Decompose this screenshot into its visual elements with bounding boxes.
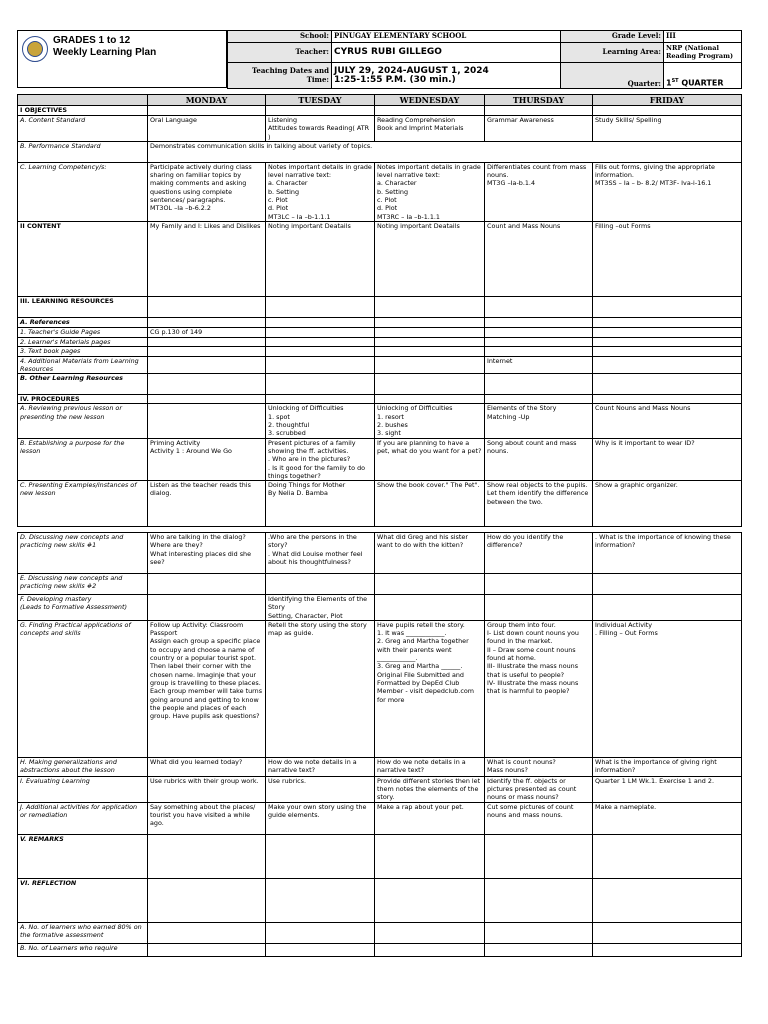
table-row [18, 337, 742, 346]
row-label: F. Developing mastery (Leads to Formative Assessment) [18, 595, 148, 621]
table-cell-friday [593, 878, 742, 922]
table-cell-wednesday [375, 337, 485, 346]
table-cell-monday [148, 943, 266, 956]
row-label: 4. Additional Materials from Learning Resources [18, 356, 148, 374]
table-cell-wednesday [375, 317, 485, 327]
table-cell-friday [593, 943, 742, 956]
table-cell-wednesday [375, 595, 485, 621]
table-cell-thursday: Identify the ff. objects or pictures presented as count nouns or mass nouns? [485, 776, 593, 802]
table-cell-monday: What did you learned today? [148, 757, 266, 776]
table-cell-wednesday [375, 834, 485, 878]
day-header-thursday: THURSDAY [485, 95, 593, 106]
weekly-plan-table-part2 [17, 532, 742, 957]
table-cell-wednesday: What did Greg and his sister want to do with the kitten? [375, 533, 485, 574]
dates-value-line1: JULY 29, 2024-AUGUST 1, 2024 [334, 66, 489, 76]
quarter-label: Quarter: [561, 63, 664, 89]
teacher-label: Teacher: [228, 43, 332, 63]
row-label: I. Evaluating Learning [18, 776, 148, 802]
table-cell-tuesday [266, 106, 375, 116]
row-span-cell: Demonstrates communication skills in talking about variety of topics. [148, 141, 742, 162]
table-cell-tuesday: How do we note details in a narrative text? [266, 757, 375, 776]
table-row [18, 574, 742, 595]
table-row [18, 438, 742, 480]
table-cell-tuesday: Noting important Deatails [266, 221, 375, 296]
row-label: B. Other Learning Resources [18, 374, 148, 395]
table-cell-tuesday [266, 317, 375, 327]
table-row [18, 347, 742, 356]
table-cell-friday: Why is it important to wear ID? [593, 438, 742, 480]
day-header-tuesday: TUESDAY [266, 95, 375, 106]
table-cell-wednesday: Noting important Deatails [375, 221, 485, 296]
row-label: B. Establishing a purpose for the lesson [18, 438, 148, 480]
table-cell-friday: What is the importance of giving right information? [593, 757, 742, 776]
table-row [18, 776, 742, 802]
table-cell-monday: Who are talking in the dialog? Where are they? What interesting places did she see? [148, 533, 266, 574]
table-cell-wednesday [375, 922, 485, 943]
table-cell-thursday [485, 347, 593, 356]
table-cell-tuesday: .Who are the persons in the story? . What did Louise mother feel about his thoughtfulness? [266, 533, 375, 574]
table-row [18, 595, 742, 621]
table-cell-tuesday [266, 395, 375, 404]
table-cell-wednesday: How do we note details in a narrative text? [375, 757, 485, 776]
row-label: A. References [18, 317, 148, 327]
table-cell-wednesday [375, 106, 485, 116]
table-cell-monday [148, 317, 266, 327]
table-cell-monday [148, 395, 266, 404]
table-cell-friday [593, 296, 742, 317]
row-label: B. No. of Learners who require [18, 943, 148, 956]
table-cell-friday: Quarter 1 LM Wk.1. Exercise 1 and 2. [593, 776, 742, 802]
quarter-suffix: ST [671, 77, 679, 84]
table-cell-wednesday: Make a rap about your pet. [375, 802, 485, 834]
table-cell-thursday [485, 296, 593, 317]
table-row [18, 943, 742, 956]
day-header-row [18, 95, 742, 106]
row-label: VI. REFLECTION [18, 878, 148, 922]
deped-seal-icon [22, 36, 48, 62]
table-cell-friday: Show a graphic organizer. [593, 481, 742, 527]
table-cell-tuesday: Doing Things for Mother By Nelia D. Bamba [266, 481, 375, 527]
table-cell-thursday: Internet [485, 356, 593, 374]
title-grades: GRADES 1 to 12 [53, 35, 131, 46]
table-row [18, 317, 742, 327]
table-row [18, 481, 742, 527]
table-cell-thursday [485, 337, 593, 346]
table-row [18, 116, 742, 142]
row-label: A. No. of learners who earned 80% on the formative assessment [18, 922, 148, 943]
row-label: C. Presenting Examples/instances of new lesson [18, 481, 148, 527]
row-label: D. Discussing new concepts and practicing new skills #1 [18, 533, 148, 574]
table-cell-thursday: Differentiates count from mass nouns. MT3G –Ia-b.1.4 [485, 162, 593, 221]
header-title-box [17, 30, 227, 88]
table-cell-friday: Make a nameplate. [593, 802, 742, 834]
table-cell-thursday [485, 327, 593, 337]
table-row [18, 878, 742, 922]
table-cell-friday: Fills out forms, giving the appropriate information. MT3SS – Ia – b- 8.2/ MT3F- Iva-i-16.1 [593, 162, 742, 221]
table-cell-tuesday [266, 374, 375, 395]
table-cell-thursday: Cut some pictures of count nouns and mass nouns. [485, 802, 593, 834]
dates-value [332, 63, 561, 89]
school-value: PINUGAY ELEMENTARY SCHOOL [332, 31, 561, 43]
table-cell-friday [593, 922, 742, 943]
table-cell-wednesday: Reading Comprehension Book and Imprint Materials [375, 116, 485, 142]
table-cell-monday [148, 595, 266, 621]
table-row [18, 922, 742, 943]
table-cell-tuesday: Present pictures of a family showing the ff. activities. . Who are in the pictures? . Is it good for the family to do things together? [266, 438, 375, 480]
table-cell-friday: Filling –out Forms [593, 221, 742, 296]
table-cell-tuesday [266, 347, 375, 356]
table-cell-tuesday: Listening Attitudes towards Reading( ATR ) [266, 116, 375, 142]
table-cell-thursday [485, 317, 593, 327]
table-cell-monday: Say something about the places/ tourist you have visited a while ago. [148, 802, 266, 834]
day-header-wednesday: WEDNESDAY [375, 95, 485, 106]
table-cell-friday: . What is the importance of knowing these information? [593, 533, 742, 574]
table-row [18, 162, 742, 221]
school-label: School: [228, 31, 332, 43]
table-cell-thursday [485, 943, 593, 956]
table-cell-wednesday: Provide different stories then let them notes the elements of the story. [375, 776, 485, 802]
table-row [18, 834, 742, 878]
title-weekly-learning-plan: Weekly Learning Plan [53, 47, 157, 58]
table-cell-tuesday [266, 922, 375, 943]
dates-value-line2: 1:25-1:55 P.M. (30 min.) [334, 74, 456, 85]
table-row [18, 106, 742, 116]
table-cell-friday [593, 574, 742, 595]
row-label: 2. Learner's Materials pages [18, 337, 148, 346]
table-cell-monday: Priming Activity Activity 1 : Around We Go [148, 438, 266, 480]
row-label: A. Content Standard [18, 116, 148, 142]
table-cell-monday [148, 337, 266, 346]
day-header-friday: FRIDAY [593, 95, 742, 106]
table-cell-tuesday [266, 574, 375, 595]
table-cell-wednesday [375, 574, 485, 595]
day-header-blank [18, 95, 148, 106]
row-label: C. Learning Competency/s: [18, 162, 148, 221]
table-cell-wednesday [375, 374, 485, 395]
table-row [18, 221, 742, 296]
table-cell-tuesday [266, 356, 375, 374]
table-cell-monday [148, 878, 266, 922]
table-row [18, 533, 742, 574]
table-row [18, 395, 742, 404]
dates-label-line2: Time: [306, 74, 329, 84]
table-cell-friday [593, 337, 742, 346]
row-label: G. Finding Practical applications of concepts and skills [18, 620, 148, 757]
table-cell-wednesday: Have pupils retell the story. 1. It was ____________. 2. Greg and Martha together with their parents went ____________. 3. Greg and Martha ______. Original File Submitted and Formatted by DepEd Club Member - visit depedclub.com for more [375, 620, 485, 757]
table-row [18, 356, 742, 374]
table-cell-friday [593, 356, 742, 374]
table-cell-friday [593, 347, 742, 356]
table-cell-wednesday: Notes important details in grade level narrative text: a. Character b. Setting c. Plot d. Plot MT3RC – Ia –b-1.1.1 [375, 162, 485, 221]
table-row [18, 327, 742, 337]
table-cell-friday: Count Nouns and Mass Nouns [593, 404, 742, 438]
teacher-value: CYRUS RUBI GILLEGO [332, 43, 561, 63]
table-row [18, 404, 742, 438]
quarter-number: 1 [666, 78, 672, 88]
table-cell-thursday [485, 878, 593, 922]
table-cell-wednesday: If you are planning to have a pet, what do you want for a pet? [375, 438, 485, 480]
day-header-monday: MONDAY [148, 95, 266, 106]
row-label: I OBJECTIVES [18, 106, 148, 116]
table-cell-wednesday [375, 347, 485, 356]
table-cell-monday [148, 106, 266, 116]
dates-label-line1: Teaching Dates and [251, 66, 329, 75]
table-row [18, 802, 742, 834]
table-cell-monday: Participate actively during class sharing on familiar topics by making comments and asking questions using complete sentences/ paragraphs. MT3OL –Ia –b-6.2.2 [148, 162, 266, 221]
table-cell-friday [593, 595, 742, 621]
table-row [18, 374, 742, 395]
table-cell-thursday: Grammar Awareness [485, 116, 593, 142]
table-cell-thursday: How do you identify the difference? [485, 533, 593, 574]
table-cell-monday: Use rubrics with their group work. [148, 776, 266, 802]
table-cell-thursday [485, 106, 593, 116]
table-cell-wednesday [375, 296, 485, 317]
row-label: A. Reviewing previous lesson or presenting the new lesson [18, 404, 148, 438]
row-label: II CONTENT [18, 221, 148, 296]
table-cell-monday [148, 834, 266, 878]
table-cell-tuesday: Use rubrics. [266, 776, 375, 802]
row-label: E. Discussing new concepts and practicing new skills #2 [18, 574, 148, 595]
table-cell-thursday: Show real objects to the pupils. Let them identify the difference between the two. [485, 481, 593, 527]
table-cell-monday [148, 356, 266, 374]
table-cell-tuesday [266, 296, 375, 317]
table-cell-tuesday: Identifying the Elements of the Story Setting, Character, Plot [266, 595, 375, 621]
table-cell-thursday [485, 595, 593, 621]
table-cell-tuesday [266, 943, 375, 956]
table-cell-monday [148, 574, 266, 595]
table-cell-monday [148, 296, 266, 317]
row-label: H. Making generalizations and abstractions about the lesson [18, 757, 148, 776]
table-cell-tuesday: Make your own story using the guide elements. [266, 802, 375, 834]
table-cell-thursday [485, 395, 593, 404]
row-label: III. LEARNING RESOURCES [18, 296, 148, 317]
table-cell-tuesday [266, 337, 375, 346]
table-cell-wednesday [375, 356, 485, 374]
table-cell-wednesday [375, 943, 485, 956]
table-cell-wednesday [375, 327, 485, 337]
table-cell-tuesday [266, 878, 375, 922]
learning-area-value: NRP (National Reading Program) [664, 43, 742, 63]
row-label: 3. Text book pages [18, 347, 148, 356]
table-cell-tuesday: Notes important details in grade level narrative text: a. Character b. Setting c. Plot d. Plot MT3LC – Ia –b-1.1.1 [266, 162, 375, 221]
header-info-table [227, 30, 742, 89]
table-cell-monday: My Family and I: Likes and Dislikes [148, 221, 266, 296]
quarter-text: QUARTER [678, 78, 724, 88]
table-cell-thursday [485, 834, 593, 878]
table-cell-thursday: Count and Mass Nouns [485, 221, 593, 296]
table-cell-monday: Follow up Activity: Classroom Passport Assign each group a specific place to occupy and choose a name of country or a popular tourist spot. Then label their corner with the chosen name. Imaginje that your group is travelling to these places. Each group member will take turns going around and getting to know the people and places of each group. Have pupils ask questions? [148, 620, 266, 757]
table-cell-thursday [485, 922, 593, 943]
table-cell-friday [593, 317, 742, 327]
grade-level-label: Grade Level: [561, 31, 664, 43]
table-cell-thursday: Elements of the Story Matching -Up [485, 404, 593, 438]
grade-level-value: III [664, 31, 742, 43]
table-row [18, 757, 742, 776]
table-cell-thursday: Song about count and mass nouns. [485, 438, 593, 480]
table-cell-friday [593, 374, 742, 395]
table-cell-thursday [485, 374, 593, 395]
table-row [18, 620, 742, 757]
table-cell-monday: CG p.130 of 149 [148, 327, 266, 337]
table-row [18, 296, 742, 317]
row-label: IV. PROCEDURES [18, 395, 148, 404]
table-cell-monday [148, 404, 266, 438]
table-cell-friday [593, 834, 742, 878]
table-row [18, 141, 742, 162]
table-cell-tuesday: Retell the story using the story map as guide. [266, 620, 375, 757]
table-cell-friday [593, 327, 742, 337]
row-label: B. Performance Standard [18, 141, 148, 162]
table-cell-friday: Study Skills/ Spelling [593, 116, 742, 142]
table-cell-monday [148, 922, 266, 943]
quarter-value [664, 63, 742, 89]
table-cell-thursday: What is count nouns? Mass nouns? [485, 757, 593, 776]
weekly-plan-table-part1 [17, 94, 742, 527]
table-cell-friday [593, 395, 742, 404]
table-cell-thursday: Group them into four. I- List down count nouns you found in the market. II – Draw some count nouns found at home. III- Illustrate the mass nouns that is useful to people? IV- Illustrate the mass nouns that is harmful to people? [485, 620, 593, 757]
table-cell-tuesday [266, 834, 375, 878]
table-cell-monday: Oral Language [148, 116, 266, 142]
table-cell-monday [148, 347, 266, 356]
table-cell-friday [593, 106, 742, 116]
table-cell-tuesday: Unlocking of Difficulties 1. spot 2. thoughtful 3. scrubbed [266, 404, 375, 438]
table-cell-wednesday: Show the book cover." The Pet". [375, 481, 485, 527]
table-cell-friday: Individual Activity . Filling – Out Forms [593, 620, 742, 757]
row-label: 1. Teacher's Guide Pages [18, 327, 148, 337]
learning-area-label: Learning Area: [561, 43, 664, 63]
table-cell-monday [148, 374, 266, 395]
row-label: V. REMARKS [18, 834, 148, 878]
row-label: J. Additional activities for application or remediation [18, 802, 148, 834]
table-cell-thursday [485, 574, 593, 595]
dates-label [228, 63, 332, 89]
table-cell-wednesday: Unlocking of Difficulties 1. resort 2. bushes 3. sight [375, 404, 485, 438]
table-cell-monday: Listen as the teacher reads this dialog. [148, 481, 266, 527]
table-cell-wednesday [375, 395, 485, 404]
table-cell-tuesday [266, 327, 375, 337]
table-cell-wednesday [375, 878, 485, 922]
